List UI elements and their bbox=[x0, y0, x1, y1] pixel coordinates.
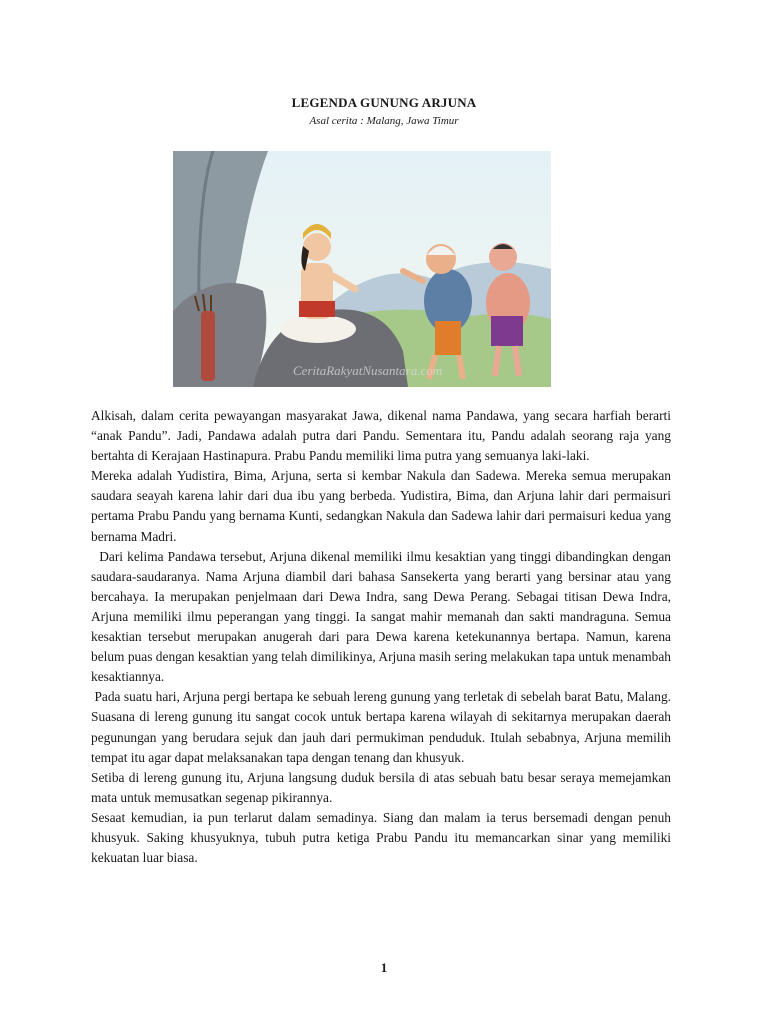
arrow-quiver bbox=[201, 311, 215, 381]
paragraph: Setiba di lereng gunung itu, Arjuna langsung duduk bersila di atas sebuah batu besar seraya memejamkan mata untuk memusatkan segenap pikirannya. bbox=[91, 769, 671, 805]
paragraph: Dari kelima Pandawa tersebut, Arjuna dikenal memiliki ilmu kesaktian yang tinggi dibandingkan dengan saudara-saudaranya. Nama Arjuna diambil dari bahasa Sansekerta yang berarti yang bersinar atau yang bercahaya. Ia merupakan penjelmaan dari Dewa Indra, sang Dewa Perang. Sebagai titisan Dewa Indra, Arjuna memiliki ilmu peperangan yang tinggi. Ia sangat mahir memanah dan sakti mandraguna. Semua kesaktian tersebut merupakan anugerah dari para Dewa karena ketekunannya bertapa. Namun, karena belum puas dengan kesaktian yang telah dimilikinya, Arjuna masih sering melakukan tapa untuk menambah kesaktiannya. bbox=[91, 548, 675, 685]
page-number: 1 bbox=[380, 960, 388, 975]
story-body bbox=[91, 406, 675, 868]
paragraph: Pada suatu hari, Arjuna pergi bertapa ke sebuah lereng gunung yang terletak di sebelah barat Batu, Malang. Suasana di lereng gunung itu sangat cocok untuk bertapa karena wilayah di sekitarnya merupakan daerah pegunungan yang berudara sejuk dan jauh dari permukiman penduduk. Itulah sebabnya, Arjuna memilih tempat itu agar dapat melaksanakan tapa dengan tenang dan khusyuk. bbox=[91, 689, 675, 765]
paragraph: Sesaat kemudian, ia pun terlarut dalam semadinya. Siang dan malam ia terus bersemadi dengan penuh khusyuk. Saking khusyuknya, tubuh putra ketiga Prabu Pandu itu memancarkan sinar yang memiliki kekuatan luar biasa. bbox=[91, 809, 671, 866]
document-subtitle: Asal cerita : Malang, Jawa Timur bbox=[309, 115, 459, 127]
document-title: LEGENDA GUNUNG ARJUNA bbox=[291, 95, 477, 110]
illustration-watermark: CeritaRakyatNusantara.com bbox=[293, 363, 443, 378]
story-illustration bbox=[173, 151, 551, 387]
paragraph: Alkisah, dalam cerita pewayangan masyarakat Jawa, dikenal nama Pandawa, yang secara harfiah berarti “anak Pandu”. Jadi, Pandawa adalah putra dari Pandu. Sementara itu, Pandu adalah seorang raja yang bertahta di Kerajaan Hastinapura. Prabu Pandu memiliki lima putra yang semuanya laki-laki. bbox=[91, 408, 671, 464]
paragraph: Mereka adalah Yudistira, Bima, Arjuna, serta si kembar Nakula dan Sadewa. Mereka semua merupakan saudara seayah karena lahir dari dua ibu yang berbeda. Yudistira, Bima, dan Arjuna lahir dari permaisuri pertama Prabu Pandu yang bernama Kunti, sedangkan Nakula dan Sadewa lahir dari permaisuri kedua yang bernama Madri. bbox=[91, 468, 671, 544]
left-rock bbox=[173, 283, 266, 387]
